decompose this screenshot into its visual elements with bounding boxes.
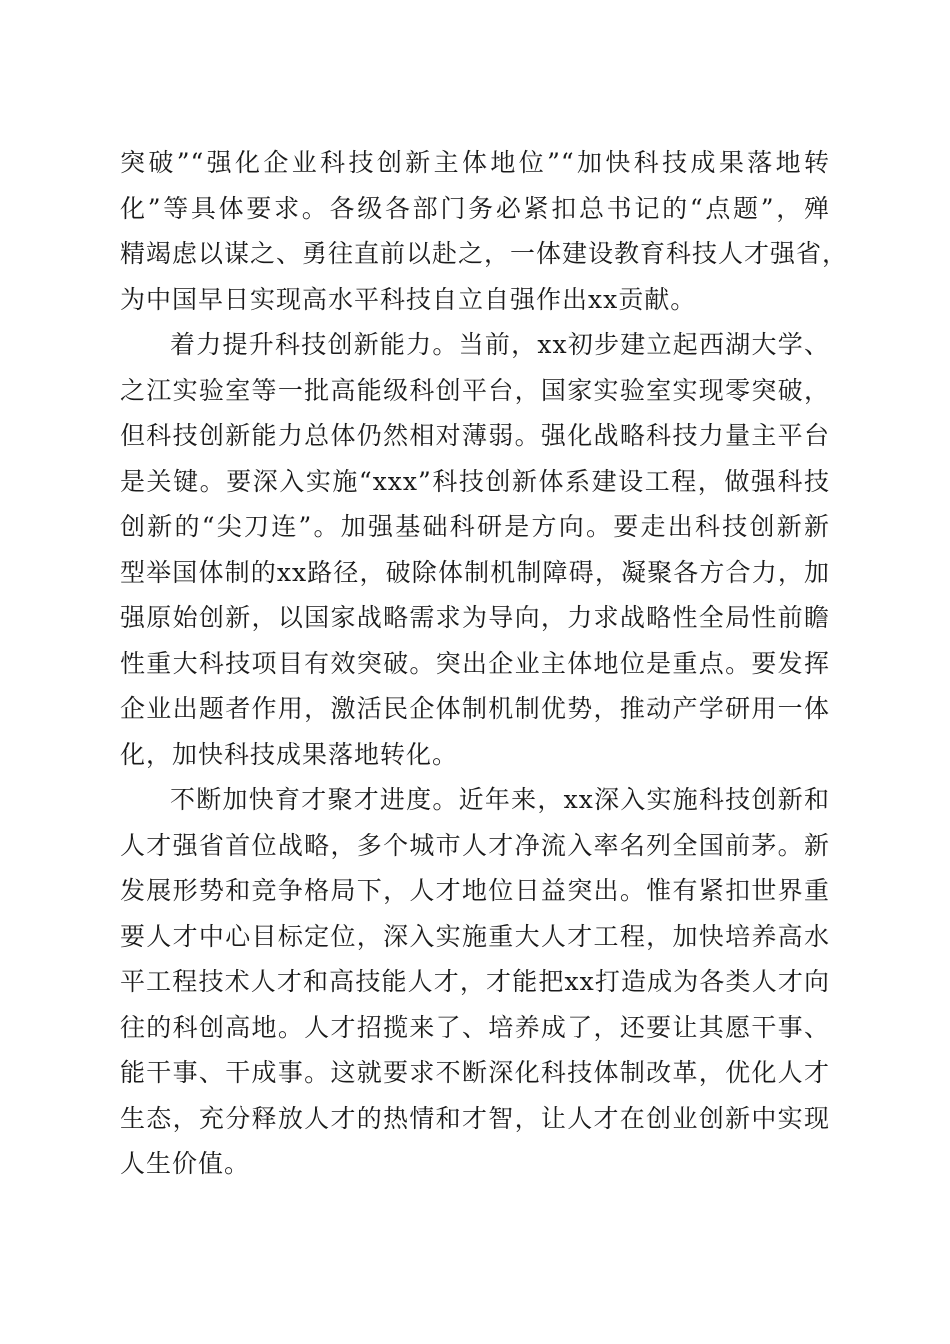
paragraph-line: 人才强省首位战略，多个城市人才净流入率名列全国前茅。新 xyxy=(120,830,830,860)
paragraph-line: 平工程技术人才和高技能人才，才能把xx打造成为各类人才向 xyxy=(120,967,830,996)
paragraph-1 xyxy=(120,140,849,322)
paragraph-line: 着力提升科技创新能力。当前，xx初步建立起西湖大学、 xyxy=(170,330,830,359)
paragraph-line: 性重大科技项目有效突破。突出企业主体地位是重点。要发挥 xyxy=(120,648,830,678)
paragraph-line: 精竭虑以谋之、勇往直前以赴之，一体建设教育科技人才强省， xyxy=(120,239,849,268)
paragraph-line: 创新的“尖刀连”。加强基础科研是方向。要走出科技创新新 xyxy=(120,512,830,541)
paragraph-line: 发展形势和竞争格局下，人才地位日益突出。惟有紧扣世界重 xyxy=(120,876,830,905)
document-body xyxy=(120,140,849,1187)
paragraph-line: 型举国体制的xx路径，破除体制机制障碍，凝聚各方合力，加 xyxy=(120,557,830,587)
paragraph-line: 能干事、干成事。这就要求不断深化科技体制改革，优化人才 xyxy=(120,1058,830,1087)
paragraph-line: 要人才中心目标定位，深入实施重大人才工程，加快培养高水 xyxy=(120,921,830,951)
paragraph-line: 但科技创新能力总体仍然相对薄弱。强化战略科技力量主平台 xyxy=(120,421,830,450)
paragraph-line: 不断加快育才聚才进度。近年来，xx深入实施科技创新和 xyxy=(170,785,830,814)
paragraph-2 xyxy=(120,322,830,777)
paragraph-line: 往的科创高地。人才招揽来了、培养成了，还要让其愿干事、 xyxy=(120,1012,830,1042)
paragraph-line: 突破”“强化企业科技创新主体地位”“加快科技成果落地转 xyxy=(120,148,830,177)
paragraph-line: 化，加快科技成果落地转化。 xyxy=(120,739,459,769)
paragraph-line: 是关键。要深入实施“xxx”科技创新体系建设工程，做强科技 xyxy=(120,466,830,496)
paragraph-line: 企业出题者作用，激活民企体制机制优势，推动产学研用一体 xyxy=(120,694,830,723)
paragraph-line: 之江实验室等一批高能级科创平台，国家实验室实现零突破， xyxy=(120,375,830,405)
paragraph-line: 化”等具体要求。各级各部门务必紧扣总书记的“点题”，殚 xyxy=(120,193,830,223)
paragraph-line: 强原始创新，以国家战略需求为导向，力求战略性全局性前瞻 xyxy=(120,603,830,632)
paragraph-line: 人生价值。 xyxy=(120,1149,251,1178)
paragraph-line: 生态，充分释放人才的热情和才智，让人才在创业创新中实现 xyxy=(120,1103,830,1133)
paragraph-3 xyxy=(120,777,830,1187)
paragraph-line: 为中国早日实现高水平科技自立自强作出xx贡献。 xyxy=(120,284,697,314)
